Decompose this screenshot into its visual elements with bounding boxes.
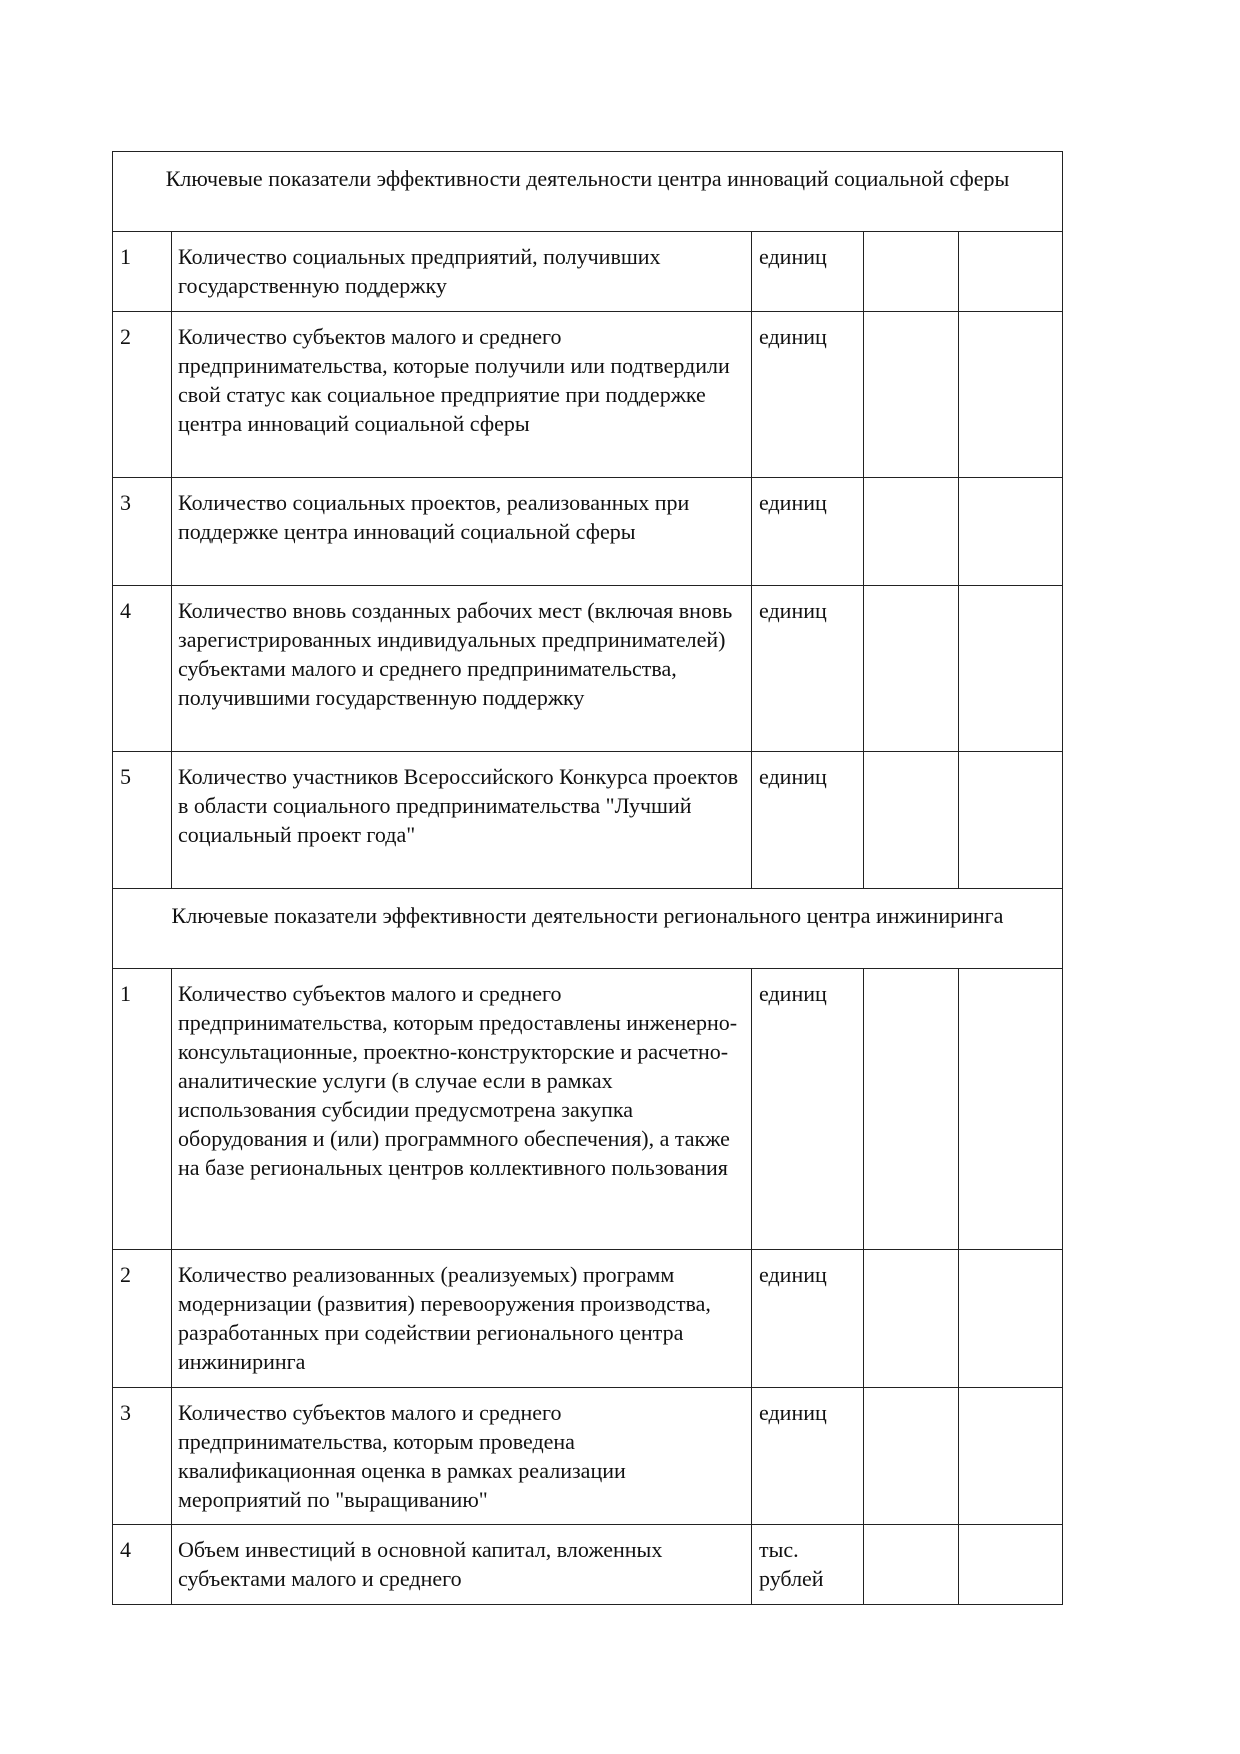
table-row [113,1388,1063,1525]
unit-cell: единиц [752,478,864,586]
table-row [113,586,1063,752]
row-number: 5 [113,752,172,889]
empty-value-cell [959,1388,1063,1525]
unit-cell: единиц [752,1388,864,1525]
table-row [113,969,1063,1250]
section-title: Ключевые показатели эффективности деятельности центра инноваций социальной сферы [113,152,1063,232]
empty-value-cell [864,969,959,1250]
row-number: 2 [113,1250,172,1388]
row-number: 4 [113,1525,172,1605]
table-row [113,312,1063,478]
indicator-text: Количество социальных проектов, реализованных при поддержке центра инноваций социальной сферы [172,478,752,586]
empty-value-cell [864,232,959,312]
row-number: 1 [113,969,172,1250]
empty-value-cell [959,232,1063,312]
unit-cell: единиц [752,232,864,312]
row-number: 4 [113,586,172,752]
row-number: 2 [113,312,172,478]
empty-value-cell [864,752,959,889]
empty-value-cell [864,1250,959,1388]
empty-value-cell [959,969,1063,1250]
table-row [113,478,1063,586]
table-row [113,1525,1063,1605]
indicator-text: Количество реализованных (реализуемых) программ модернизации (развития) перевооружения производства, разработанных при содействии регионального центра инжиниринга [172,1250,752,1388]
unit-cell: единиц [752,969,864,1250]
indicator-text: Количество вновь созданных рабочих мест (включая вновь зарегистрированных индивидуальных предпринимателей) субъектами малого и среднего предпринимательства, получившими государственную поддержку [172,586,752,752]
table-row [113,232,1063,312]
empty-value-cell [959,752,1063,889]
empty-value-cell [959,586,1063,752]
empty-value-cell [959,478,1063,586]
section-header-row [113,889,1063,969]
unit-cell: единиц [752,1250,864,1388]
row-number: 3 [113,1388,172,1525]
kpi-table [112,151,1063,1605]
table-row [113,752,1063,889]
unit-cell: единиц [752,586,864,752]
indicator-text: Количество субъектов малого и среднего предпринимательства, которым проведена квалификационная оценка в рамках реализации мероприятий по "выращиванию" [172,1388,752,1525]
indicator-text: Количество социальных предприятий, получивших государственную поддержку [172,232,752,312]
empty-value-cell [864,1525,959,1605]
empty-value-cell [959,1525,1063,1605]
unit-cell: тыс. рублей [752,1525,864,1605]
empty-value-cell [959,1250,1063,1388]
empty-value-cell [864,586,959,752]
row-number: 1 [113,232,172,312]
indicator-text: Количество участников Всероссийского Конкурса проектов в области социального предпринимательства "Лучший социальный проект года" [172,752,752,889]
section-title: Ключевые показатели эффективности деятельности регионального центра инжиниринга [113,889,1063,969]
empty-value-cell [959,312,1063,478]
table-row [113,1250,1063,1388]
indicator-text: Объем инвестиций в основной капитал, вложенных субъектами малого и среднего [172,1525,752,1605]
empty-value-cell [864,1388,959,1525]
unit-cell: единиц [752,312,864,478]
indicator-text: Количество субъектов малого и среднего предпринимательства, которым предоставлены инженерно-консультационные, проектно-конструкторские и расчетно-аналитические услуги (в случае если в рамках использования субсидии предусмотрена закупка оборудования и (или) программного обеспечения), а также на базе региональных центров коллективного пользования [172,969,752,1250]
empty-value-cell [864,312,959,478]
unit-cell: единиц [752,752,864,889]
empty-value-cell [864,478,959,586]
indicator-text: Количество субъектов малого и среднего предпринимательства, которые получили или подтвердили свой статус как социальное предприятие при поддержке центра инноваций социальной сферы [172,312,752,478]
row-number: 3 [113,478,172,586]
section-header-row [113,152,1063,232]
